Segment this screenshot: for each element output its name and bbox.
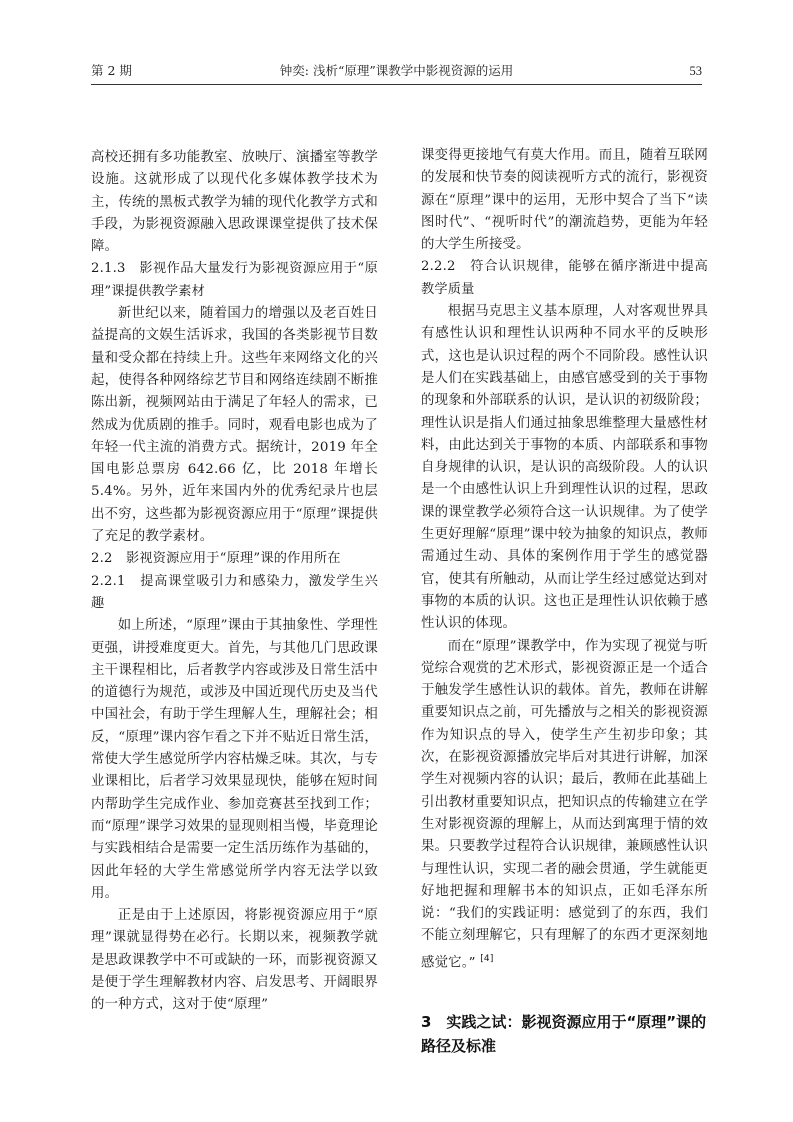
paragraph: 新世纪以来，随着国力的增强以及老百姓日益提高的文娱生活诉求，我国的各类影视节目数量和受众都在持续上升。这些年来网络文化的兴起，使得各种网络综艺节目和网络连续剧不断推陈出新，视频网站由于满足了年轻人的需求，已然成为优质剧的推手。同时，观看电影也成为了年轻一代主流的消费方式。据统计，2019 年全国电影总票房 642.66 亿，比 2018 年增长 5.4%。另外，近年来国内外的优秀纪录片也层出不穷，这些都为影视资源应用于“原理”课提供了充足的教学素材。 (91, 306, 378, 545)
paragraph: 正是由于上述原因，将影视资源应用于“原理”课就显得势在必行。长期以来，视频教学就是思政课教学中不可或缺的一环，而影视资源又是便于学生理解教材内容、启发思考、开阔眼界的一种方式，这对于使“原理” (91, 908, 378, 1013)
page-number: 53 (689, 64, 702, 78)
right-column (421, 145, 708, 974)
issue-label: 第 2 期 (91, 63, 132, 78)
paragraph: 高校还拥有多功能教室、放映厅、演播室等教学设施。这就形成了以现代化多媒体教学技术为主，传统的黑板式教学为辅的现代化教学方式和手段，为影视资源融入思政课课堂提供了技术保障。 (91, 150, 378, 255)
subsection-heading-2-2-2: 2.2.2 符合认识规律，能够在循序渐进中提高教学质量 (421, 259, 708, 297)
running-title: 钟奕: 浅析“原理”课教学中影视资源的运用 (279, 63, 514, 78)
header-rule (91, 84, 702, 85)
left-column (91, 147, 378, 1017)
paragraph-text: 而在“原理”课教学中，作为实现了视觉与听觉综合观赏的艺术形式，影视资源正是一个适合于触发学生感性认识的载体。首先，教师在讲解重要知识点之前，可先播放与之相关的影视资源作为知识点的导入，使学生产生初步印象；其次，在影视资源播放完毕后对其进行讲解，加深学生对视频内容的认识；最后，教师在此基础上引出教材重要知识点，把知识点的传输建立在学生对影视资源的理解上，从而达到寓理于情的效果。只要教学过程符合认识规律，兼顾感性认识与理性认识，实现二者的融会贯通，学生就能更好地把握和理解书本的知识点，正如毛泽东所说：“我们的实践证明：感觉到了的东西，我们不能立刻理解它，只有理解了的东西才更深刻地感觉它。” (421, 638, 708, 971)
paragraph: 如上所述，“原理”课由于其抽象性、学理性更强，讲授难度更大。首先，与其他几门思政课主干课程相比，后者教学内容或涉及日常生活中的道德行为规范，或涉及中国近现代历史及当代中国社会，有助于学生理解人生，理解社会；相反，“原理”课内容乍看之下并不贴近日常生活，常使大学生感觉所学内容枯燥乏味。其次，与专业课相比，后者学习效果显现快，能够在短时间内帮助学生完成作业、参加竞赛甚至找到工作；而“原理”课学习效果的显现则相当慢，毕竟理论与实践相结合是需要一定生活历练作为基础的，因此年轻的大学生常感觉所学内容无法学以致用。 (91, 618, 378, 901)
subsection-heading-2-1-3: 2.1.3 影视作品大量发行为影视资源应用于“原理”课提供教学素材 (91, 261, 378, 299)
paragraph (421, 636, 708, 975)
section-heading-3: 3 实践之试：影视资源应用于“原理”课的路径及标准 (421, 1013, 707, 1055)
citation-reference: [4] (480, 953, 494, 964)
paragraph: 课变得更接地气有莫大作用。而且，随着互联网的发展和快节奏的阅读视听方式的流行，影视资源在“原理”课中的运用，无形中契合了当下“读图时代”、“视听时代”的潮流趋势，更能为年轻的大学生所接受。 (421, 148, 708, 253)
paragraph: 根据马克思主义基本原理，人对客观世界具有感性认识和理性认识两种不同水平的反映形式，这也是认识过程的两个不同阶段。感性认识是人们在实践基础上，由感官感受到的关于事物的现象和外部联系的认识，是认识的初级阶段；理性认识是指人们通过抽象思维整理大量感性材料，由此达到关于事物的本质、内部联系和事物自身规律的认识，是认识的高级阶段。人的认识是一个由感性认识上升到理性认识的过程，思政课的课堂教学必须符合这一认识规律。为了使学生更好理解“原理”课中较为抽象的知识点，教师需通过生动、具体的案例作用于学生的感觉器官，使其有所触动，从而让学生经过感觉达到对事物的本质的认识。这也正是理性认识依赖于感性认识的体现。 (421, 304, 708, 632)
subsection-heading-2-2-1: 2.2.1 提高课堂吸引力和感染力，激发学生兴趣 (91, 573, 378, 611)
running-header (91, 61, 702, 81)
section-heading-2-2: 2.2 影视资源应用于“原理”课的作用所在 (91, 551, 341, 567)
